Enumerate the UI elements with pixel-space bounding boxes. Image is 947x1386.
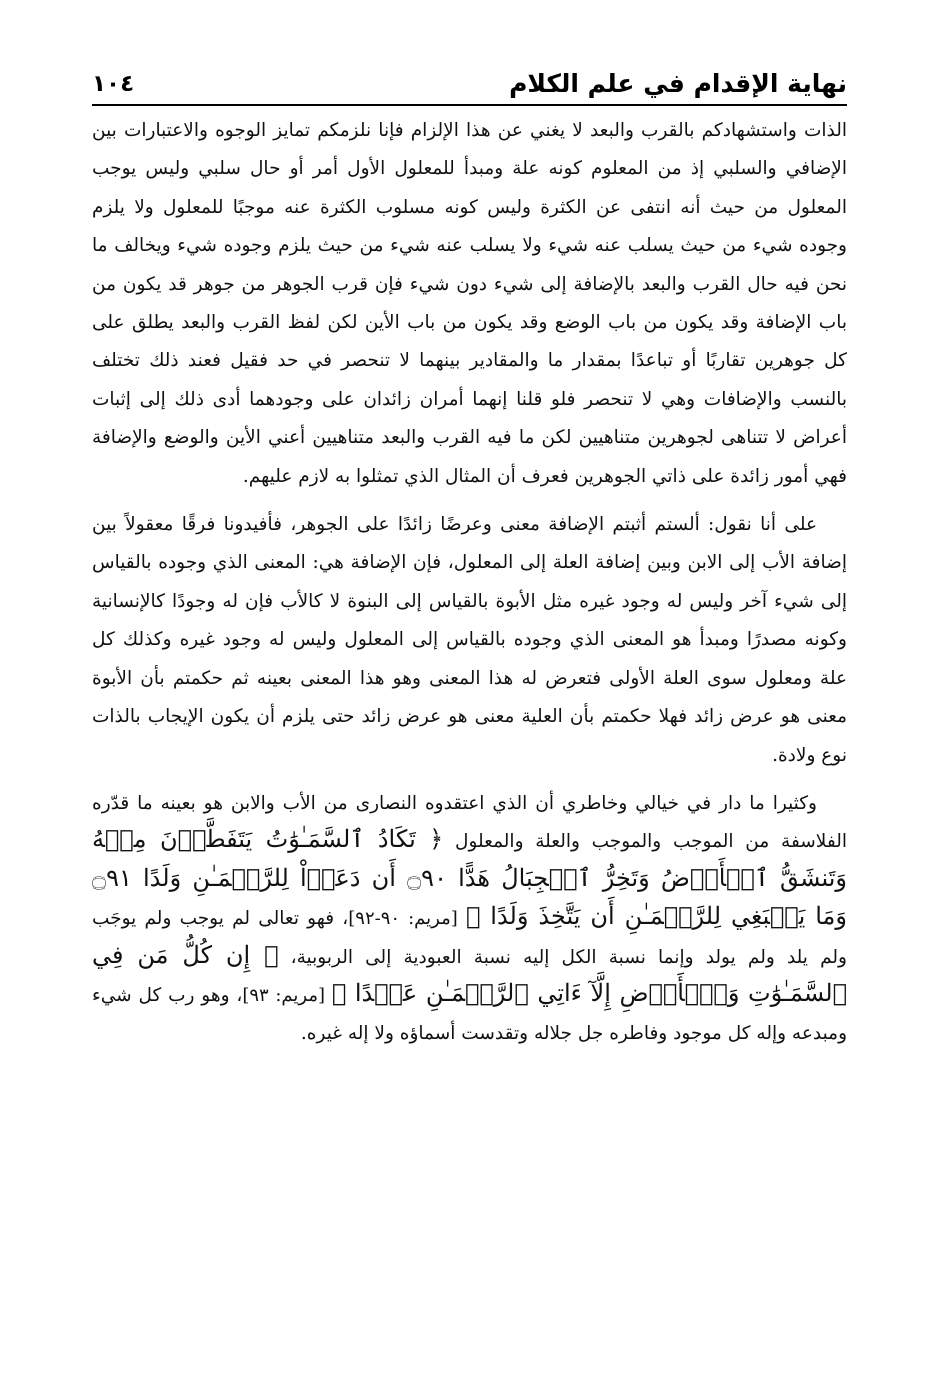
quran-verse-maryam-90-92: ﴿ تَكَادُ ٱلسَّمَـٰوَٰتُ يَتَفَطَّرۡنَ مِنۡهُ وَتَنشَقُّ ٱلۡأَرۡضُ وَتَخِرُّ ٱلۡجِبَالُ هَدًّا ۝٩٠ أَن دَعَوۡاْ لِلرَّحۡمَـٰنِ وَلَدًا ۝٩١ وَمَا يَنۢبَغِي لِلرَّحۡمَـٰنِ أَن يَتَّخِذَ وَلَدًا ﴾ [92,825,847,931]
paragraph-3-intro: وكثيرا ما دار في خيالي وخاطري أن الذي اعتقدوه النصارى من الأب والابن هو بعينه ما قدّره الفلاسفة من الموجب والموجب والعلة والمعلول [92,792,847,853]
body-text [92,112,847,1054]
book-title: نهاية الإقدام في علم الكلام [509,69,847,98]
paragraph-3 [92,785,847,1054]
paragraph-2: على أنا نقول: ألستم أثبتم الإضافة معنى وعرضًا زائدًا على الجوهر، فأفيدونا فرقًا معقولاً بين إضافة الأب إلى الابن وبين إضافة العلة إلى المعلول، فإن الإضافة هي: المعنى الذي وجوده بالقياس إلى شيء آخر وليس له وجود غيره مثل الأبوة بالقياس إلى البنوة لا كالأب فإن له وجودًا كالإنسانية وكونه مصدرًا ومبدأ هو المعنى الذي وجوده بالقياس إلى المعلول وليس له وجود غيره وكذلك كل علة ومعلول سوى العلة الأولى فتعرض له هذا المعنى وهو هذا المعنى بعينه ثم حكمتم بأن الأبوة معنى هو عرض زائد فهلا حكمتم بأن العلية معنى هو عرض زائد حتى يلزم أن يكون الإيجاب بالذات نوع ولادة. [92,514,847,766]
quran-verse-maryam-93: ﴿ إِن كُلُّ مَن فِي ٱلسَّمَـٰوَٰتِ وَٱلۡأَرۡضِ إِلَّآ ءَاتِي ٱلرَّحۡمَـٰنِ عَبۡدًا ﴾ [92,940,848,1007]
paragraph-3-end: ، وهو رب كل شيء ومبدعه وإله كل موجود وفاطره جل جلاله وتقدست أسماؤه ولا إله غيره. [92,984,847,1045]
paragraph-1: الذات واستشهادكم بالقرب والبعد لا يغني عن هذا الإلزام فإنا نلزمكم تمايز الوجوه والاعتبارات بين الإضافي والسلبي إذ من المعلوم كونه علة ومبدأ للمعلول الأول أمر أو حال سلبي وليس يوجب المعلول من حيث أنه انتفى عن الكثرة وليس كونه مسلوب الكثرة عنه موجبًا للمعلول ولا يلزم وجوده شيء من حيث يسلب عنه شيء ولا يسلب عنه شيء من حيث يلزم وجوده شيء ويخالف ما نحن فيه حال القرب والبعد بالإضافة إلى شيء دون شيء فإن قرب الجوهر من جوهر قد يكون من باب الإضافة وقد يكون من باب الوضع وقد يكون من باب الأين لكن لفظ القرب والبعد يطلق على كل جوهرين تقاربًا أو تباعدًا بمقدار ما والمقادير بينهما لا تنحصر في حد فقيل فعند ذلك تختلف بالنسب والإضافات وهي لا تنحصر فلو قلنا إنهما أمران زائدان على وجودهما أدى ذلك إلى إثبات أعراض لا تتناهى لجوهرين متناهيين لكن ما فيه القرب والبعد متناهيين أعني الأين والوضع والإضافة فهي أمور زائدة على ذاتي الجوهرين فعرف أن المثال الذي تمثلوا به لازم عليهم. [92,120,847,487]
verse-reference: [مريم: ٩٣] [242,984,326,1006]
paragraph-3-middle: ، فهو تعالى لم يوجب ولم يوجَب ولم يلد ولم يولد وإنما نسبة الكل إليه نسبة العبودية إلى الربوبية، [92,908,847,968]
running-header [92,60,847,100]
header-divider [92,104,847,106]
verse-reference: [مريم: ٩٠-٩٢] [348,908,458,930]
page-number: ١٠٤ [92,71,135,97]
